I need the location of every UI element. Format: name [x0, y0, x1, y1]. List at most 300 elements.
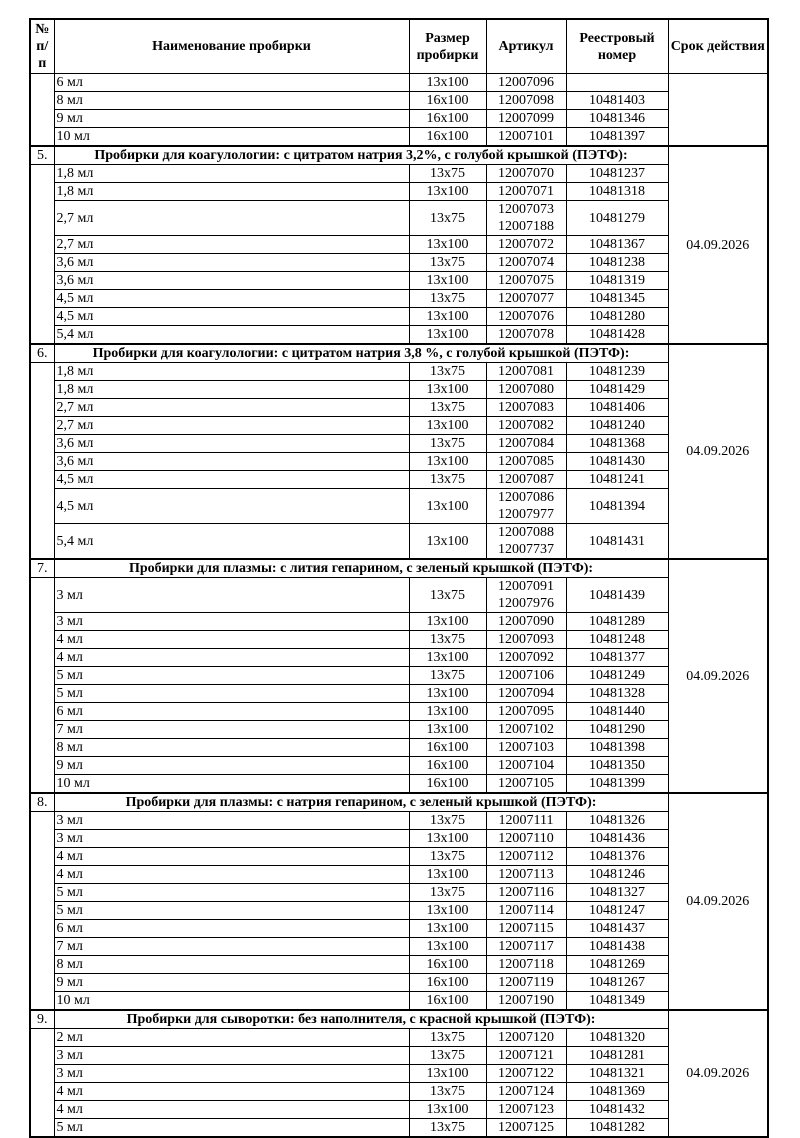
registry-number-cell: 10481429	[566, 381, 668, 399]
registry-number-cell: 10481289	[566, 613, 668, 631]
table-row	[30, 128, 768, 147]
tube-article-cell	[486, 1029, 566, 1047]
article-number-line: 12007105	[498, 776, 554, 791]
tube-article-cell	[486, 92, 566, 110]
table-row	[30, 992, 768, 1011]
tube-article-cell	[486, 920, 566, 938]
tube-article-cell	[486, 649, 566, 667]
registry-number-cell: 10481349	[566, 992, 668, 1011]
table-row	[30, 1119, 768, 1138]
tube-name-cell: 3,6 мл	[54, 254, 409, 272]
article-number-line: 12007072	[498, 237, 554, 252]
article-number-line: 12007093	[498, 632, 554, 647]
table-row	[30, 1029, 768, 1047]
tube-size-cell: 13x100	[409, 489, 486, 524]
tube-article-cell	[486, 74, 566, 92]
article-number-line: 12007124	[498, 1084, 554, 1099]
section-title-row	[30, 793, 768, 812]
tube-article-cell	[486, 326, 566, 345]
tube-size-cell: 13x100	[409, 613, 486, 631]
tube-name-cell: 5 мл	[54, 902, 409, 920]
tube-name-cell: 2,7 мл	[54, 399, 409, 417]
article-number-line: 12007099	[498, 111, 554, 126]
validity-date-cell: 04.09.2026	[668, 793, 768, 1010]
tube-name-cell: 4,5 мл	[54, 290, 409, 308]
section-title: Пробирки для плазмы: с натрия гепарином, с зеленый крышкой (ПЭТФ):	[54, 793, 668, 812]
article-number-line: 12007117	[498, 939, 554, 954]
article-number-line: 12007104	[498, 758, 554, 773]
table-row	[30, 956, 768, 974]
validity-date-cell: 04.09.2026	[668, 344, 768, 559]
tube-size-cell: 13x100	[409, 721, 486, 739]
tube-size-cell: 16x100	[409, 974, 486, 992]
tube-article-cell	[486, 775, 566, 794]
tube-name-cell: 3 мл	[54, 1047, 409, 1065]
article-number-line: 12007101	[498, 129, 554, 144]
tube-name-cell: 1,8 мл	[54, 363, 409, 381]
tube-size-cell: 13x75	[409, 1029, 486, 1047]
table-row	[30, 236, 768, 254]
registry-number-cell: 10481398	[566, 739, 668, 757]
article-number-line: 12007070	[498, 166, 554, 181]
tube-size-cell: 16x100	[409, 775, 486, 794]
tube-article-cell	[486, 830, 566, 848]
section-title-row	[30, 146, 768, 165]
table-row	[30, 739, 768, 757]
tube-article-cell	[486, 165, 566, 183]
tube-article-cell	[486, 631, 566, 649]
tube-name-cell: 9 мл	[54, 757, 409, 775]
table-row	[30, 830, 768, 848]
article-number-line: 12007087	[498, 472, 554, 487]
article-number-line: 12007091	[498, 579, 554, 594]
tube-size-cell: 13x75	[409, 290, 486, 308]
tube-name-cell: 5,4 мл	[54, 326, 409, 345]
tube-size-cell: 13x75	[409, 471, 486, 489]
table-row	[30, 272, 768, 290]
section-number-spacer	[30, 1029, 54, 1138]
tube-article-cell	[486, 254, 566, 272]
article-number-line: 12007111	[498, 813, 554, 828]
registry-number-cell	[566, 74, 668, 92]
tube-name-cell: 4 мл	[54, 1083, 409, 1101]
tube-size-cell: 13x100	[409, 1065, 486, 1083]
tube-article-cell	[486, 613, 566, 631]
tube-name-cell: 4,5 мл	[54, 308, 409, 326]
article-number-line: 12007090	[498, 614, 554, 629]
table-row	[30, 703, 768, 721]
registry-number-cell: 10481248	[566, 631, 668, 649]
tube-size-cell: 13x75	[409, 254, 486, 272]
article-number-line: 12007121	[498, 1048, 554, 1063]
article-number-line: 12007085	[498, 454, 554, 469]
tube-article-cell	[486, 1065, 566, 1083]
registry-number-cell: 10481246	[566, 866, 668, 884]
col-header-num: № п/п	[30, 19, 54, 74]
registry-number-cell: 10481440	[566, 703, 668, 721]
tube-size-cell: 13x75	[409, 1083, 486, 1101]
registry-number-cell: 10481280	[566, 308, 668, 326]
article-number-line: 12007073	[498, 202, 554, 217]
article-number-line: 12007114	[498, 903, 554, 918]
tube-article-cell	[486, 1083, 566, 1101]
registry-number-cell: 10481290	[566, 721, 668, 739]
table-row	[30, 399, 768, 417]
tube-size-cell: 13x100	[409, 381, 486, 399]
tube-size-cell: 16x100	[409, 757, 486, 775]
article-number-line: 12007084	[498, 436, 554, 451]
col-header-size: Размер пробирки	[409, 19, 486, 74]
registry-number-cell: 10481376	[566, 848, 668, 866]
table-row	[30, 165, 768, 183]
table-row	[30, 578, 768, 613]
table-row	[30, 74, 768, 92]
tube-size-cell: 13x75	[409, 399, 486, 417]
tube-article-cell	[486, 399, 566, 417]
article-number-line: 12007113	[498, 867, 554, 882]
registry-number-cell: 10481239	[566, 363, 668, 381]
registry-number-cell: 10481240	[566, 417, 668, 435]
tube-name-cell: 4 мл	[54, 866, 409, 884]
tube-name-cell: 4 мл	[54, 1101, 409, 1119]
tube-size-cell: 13x100	[409, 417, 486, 435]
registry-number-cell: 10481399	[566, 775, 668, 794]
tube-name-cell: 5 мл	[54, 884, 409, 902]
table-row	[30, 1047, 768, 1065]
registry-number-cell: 10481320	[566, 1029, 668, 1047]
article-number-line: 12007188	[498, 219, 554, 234]
table-header-row	[30, 19, 768, 74]
table-row	[30, 92, 768, 110]
registry-number-cell: 10481282	[566, 1119, 668, 1138]
registry-number-cell: 10481397	[566, 128, 668, 147]
tube-name-cell: 3 мл	[54, 578, 409, 613]
registry-number-cell: 10481430	[566, 453, 668, 471]
table-row	[30, 884, 768, 902]
tube-name-cell: 4,5 мл	[54, 471, 409, 489]
table-row	[30, 417, 768, 435]
section-number-spacer	[30, 74, 54, 147]
tube-name-cell: 7 мл	[54, 938, 409, 956]
tube-article-cell	[486, 381, 566, 399]
registry-number-cell: 10481403	[566, 92, 668, 110]
tube-article-cell	[486, 1101, 566, 1119]
tube-name-cell: 10 мл	[54, 775, 409, 794]
article-number-line: 12007106	[498, 668, 554, 683]
registry-number-cell: 10481318	[566, 183, 668, 201]
validity-date-cell	[668, 74, 768, 147]
article-number-line: 12007082	[498, 418, 554, 433]
tube-name-cell: 8 мл	[54, 956, 409, 974]
tube-name-cell: 1,8 мл	[54, 165, 409, 183]
tube-article-cell	[486, 667, 566, 685]
tube-size-cell: 13x100	[409, 866, 486, 884]
tube-name-cell: 2,7 мл	[54, 417, 409, 435]
tube-article-cell	[486, 578, 566, 613]
tube-name-cell: 5 мл	[54, 667, 409, 685]
tube-name-cell: 4 мл	[54, 631, 409, 649]
article-number-line: 12007123	[498, 1102, 554, 1117]
table-row	[30, 812, 768, 830]
section-number: 9.	[30, 1010, 54, 1029]
tube-size-cell: 13x75	[409, 165, 486, 183]
table-row	[30, 649, 768, 667]
tube-article-cell	[486, 757, 566, 775]
article-number-line: 12007076	[498, 309, 554, 324]
registry-number-cell: 10481369	[566, 1083, 668, 1101]
tube-name-cell: 5,4 мл	[54, 524, 409, 560]
article-number-line: 12007077	[498, 291, 554, 306]
tube-name-cell: 8 мл	[54, 92, 409, 110]
article-number-line: 12007086	[498, 490, 554, 505]
col-header-validity: Срок действия	[668, 19, 768, 74]
article-number-line: 12007081	[498, 364, 554, 379]
article-number-line: 12007074	[498, 255, 554, 270]
registry-number-cell: 10481346	[566, 110, 668, 128]
tube-size-cell: 13x100	[409, 236, 486, 254]
table-row	[30, 613, 768, 631]
registry-number-cell: 10481406	[566, 399, 668, 417]
col-header-article: Артикул	[486, 19, 566, 74]
tube-article-cell	[486, 183, 566, 201]
table-row	[30, 183, 768, 201]
tube-name-cell: 2,7 мл	[54, 236, 409, 254]
tube-article-cell	[486, 453, 566, 471]
tube-article-cell	[486, 272, 566, 290]
tube-article-cell	[486, 938, 566, 956]
tube-article-cell	[486, 884, 566, 902]
tube-size-cell: 13x100	[409, 830, 486, 848]
table-row	[30, 848, 768, 866]
registry-number-cell: 10481328	[566, 685, 668, 703]
tube-size-cell: 16x100	[409, 739, 486, 757]
tube-name-cell: 3 мл	[54, 812, 409, 830]
tube-size-cell: 13x75	[409, 363, 486, 381]
tube-article-cell	[486, 739, 566, 757]
table-row	[30, 775, 768, 794]
registry-number-cell: 10481439	[566, 578, 668, 613]
tube-name-cell: 3 мл	[54, 613, 409, 631]
tube-size-cell: 16x100	[409, 128, 486, 147]
registry-number-cell: 10481437	[566, 920, 668, 938]
table-row	[30, 290, 768, 308]
registry-number-cell: 10481269	[566, 956, 668, 974]
registry-number-cell: 10481279	[566, 201, 668, 236]
table-row	[30, 920, 768, 938]
article-number-line: 12007976	[498, 596, 554, 611]
registry-number-cell: 10481237	[566, 165, 668, 183]
article-number-line: 12007098	[498, 93, 554, 108]
tube-size-cell: 13x100	[409, 74, 486, 92]
tube-size-cell: 13x75	[409, 201, 486, 236]
section-number-spacer	[30, 165, 54, 345]
tube-article-cell	[486, 201, 566, 236]
tube-article-cell	[486, 974, 566, 992]
tube-size-cell: 13x100	[409, 183, 486, 201]
tube-size-cell: 13x100	[409, 272, 486, 290]
tube-size-cell: 13x100	[409, 453, 486, 471]
tube-name-cell: 10 мл	[54, 992, 409, 1011]
registry-number-cell: 10481431	[566, 524, 668, 560]
section-number: 6.	[30, 344, 54, 363]
article-number-line: 12007075	[498, 273, 554, 288]
registry-number-cell: 10481281	[566, 1047, 668, 1065]
tube-size-cell: 16x100	[409, 956, 486, 974]
article-number-line: 12007125	[498, 1120, 554, 1135]
table-row	[30, 471, 768, 489]
tube-size-cell: 13x100	[409, 902, 486, 920]
tube-name-cell: 2 мл	[54, 1029, 409, 1047]
article-number-line: 12007122	[498, 1066, 554, 1081]
registry-number-cell: 10481321	[566, 1065, 668, 1083]
registry-number-cell: 10481394	[566, 489, 668, 524]
registry-number-cell: 10481241	[566, 471, 668, 489]
table-row	[30, 308, 768, 326]
section-title-row	[30, 344, 768, 363]
tube-article-cell	[486, 992, 566, 1011]
table-row	[30, 685, 768, 703]
table-row	[30, 974, 768, 992]
table-row	[30, 110, 768, 128]
tube-name-cell: 3,6 мл	[54, 272, 409, 290]
tube-size-cell: 13x100	[409, 920, 486, 938]
tube-name-cell: 2,7 мл	[54, 201, 409, 236]
tube-size-cell: 16x100	[409, 992, 486, 1011]
tube-article-cell	[486, 471, 566, 489]
table-row	[30, 489, 768, 524]
tube-size-cell: 13x100	[409, 524, 486, 560]
registry-number-cell: 10481247	[566, 902, 668, 920]
article-number-line: 12007190	[498, 993, 554, 1008]
tube-article-cell	[486, 848, 566, 866]
tube-size-cell: 13x100	[409, 1101, 486, 1119]
tube-name-cell: 1,8 мл	[54, 381, 409, 399]
table-body	[30, 74, 768, 1138]
tube-size-cell: 13x75	[409, 884, 486, 902]
section-number: 7.	[30, 559, 54, 578]
tube-name-cell: 6 мл	[54, 74, 409, 92]
tube-size-cell: 13x100	[409, 649, 486, 667]
article-number-line: 12007112	[498, 849, 554, 864]
article-number-line: 12007094	[498, 686, 554, 701]
section-title: Пробирки для коагулологии: с цитратом натрия 3,2%, с голубой крышкой (ПЭТФ):	[54, 146, 668, 165]
article-number-line: 12007102	[498, 722, 554, 737]
article-number-line: 12007120	[498, 1030, 554, 1045]
article-number-line: 12007096	[498, 75, 554, 90]
tube-article-cell	[486, 1047, 566, 1065]
tube-article-cell	[486, 308, 566, 326]
tube-article-cell	[486, 524, 566, 560]
table-row	[30, 1083, 768, 1101]
registry-number-cell: 10481327	[566, 884, 668, 902]
article-number-line: 12007083	[498, 400, 554, 415]
article-number-line: 12007095	[498, 704, 554, 719]
col-header-name: Наименование пробирки	[54, 19, 409, 74]
tube-name-cell: 1,8 мл	[54, 183, 409, 201]
tube-name-cell: 6 мл	[54, 703, 409, 721]
registry-number-cell: 10481432	[566, 1101, 668, 1119]
article-number-line: 12007115	[498, 921, 554, 936]
tube-article-cell	[486, 236, 566, 254]
table-row	[30, 721, 768, 739]
tube-article-cell	[486, 902, 566, 920]
tube-size-cell: 13x100	[409, 938, 486, 956]
table-row	[30, 453, 768, 471]
tube-size-cell: 13x75	[409, 435, 486, 453]
article-number-line: 12007118	[498, 957, 554, 972]
col-header-registry: Реестровый номер	[566, 19, 668, 74]
registry-number-cell: 10481249	[566, 667, 668, 685]
tube-name-cell: 8 мл	[54, 739, 409, 757]
section-number-spacer	[30, 363, 54, 560]
section-title-row	[30, 559, 768, 578]
registry-number-cell: 10481377	[566, 649, 668, 667]
tube-name-cell: 9 мл	[54, 110, 409, 128]
article-number-line: 12007119	[498, 975, 554, 990]
table-row	[30, 435, 768, 453]
tube-name-cell: 3,6 мл	[54, 435, 409, 453]
tube-article-cell	[486, 435, 566, 453]
tube-article-cell	[486, 866, 566, 884]
tube-size-cell: 13x75	[409, 667, 486, 685]
registry-number-cell: 10481319	[566, 272, 668, 290]
article-number-line: 12007116	[498, 885, 554, 900]
registry-number-cell: 10481438	[566, 938, 668, 956]
registry-number-cell: 10481368	[566, 435, 668, 453]
table-row	[30, 1101, 768, 1119]
table-row	[30, 363, 768, 381]
article-number-line: 12007110	[498, 831, 554, 846]
tube-size-cell: 13x75	[409, 1047, 486, 1065]
tube-size-cell: 13x75	[409, 812, 486, 830]
validity-date-cell: 04.09.2026	[668, 559, 768, 793]
article-number-line: 12007088	[498, 525, 554, 540]
article-number-line: 12007737	[498, 542, 554, 557]
tube-name-cell: 4 мл	[54, 649, 409, 667]
registry-number-cell: 10481350	[566, 757, 668, 775]
tube-article-cell	[486, 1119, 566, 1138]
article-number-line: 12007071	[498, 184, 554, 199]
section-number-spacer	[30, 812, 54, 1011]
tube-size-cell: 13x75	[409, 578, 486, 613]
tube-name-cell: 4 мл	[54, 848, 409, 866]
tube-article-cell	[486, 956, 566, 974]
tube-name-cell: 5 мл	[54, 685, 409, 703]
tube-registry-table	[29, 18, 769, 1138]
tube-article-cell	[486, 417, 566, 435]
registry-number-cell: 10481428	[566, 326, 668, 345]
registry-number-cell: 10481345	[566, 290, 668, 308]
tube-name-cell: 3 мл	[54, 1065, 409, 1083]
registry-number-cell: 10481367	[566, 236, 668, 254]
tube-article-cell	[486, 703, 566, 721]
section-title: Пробирки для сыворотки: без наполнителя, с красной крышкой (ПЭТФ):	[54, 1010, 668, 1029]
registry-number-cell: 10481436	[566, 830, 668, 848]
tube-article-cell	[486, 110, 566, 128]
table-row	[30, 254, 768, 272]
registry-number-cell: 10481238	[566, 254, 668, 272]
table-row	[30, 1065, 768, 1083]
table-row	[30, 757, 768, 775]
tube-article-cell	[486, 363, 566, 381]
tube-size-cell: 13x75	[409, 1119, 486, 1138]
validity-date-cell: 04.09.2026	[668, 1010, 768, 1137]
table-row	[30, 631, 768, 649]
article-number-line: 12007078	[498, 327, 554, 342]
tube-name-cell: 5 мл	[54, 1119, 409, 1138]
registry-number-cell: 10481267	[566, 974, 668, 992]
tube-size-cell: 16x100	[409, 92, 486, 110]
